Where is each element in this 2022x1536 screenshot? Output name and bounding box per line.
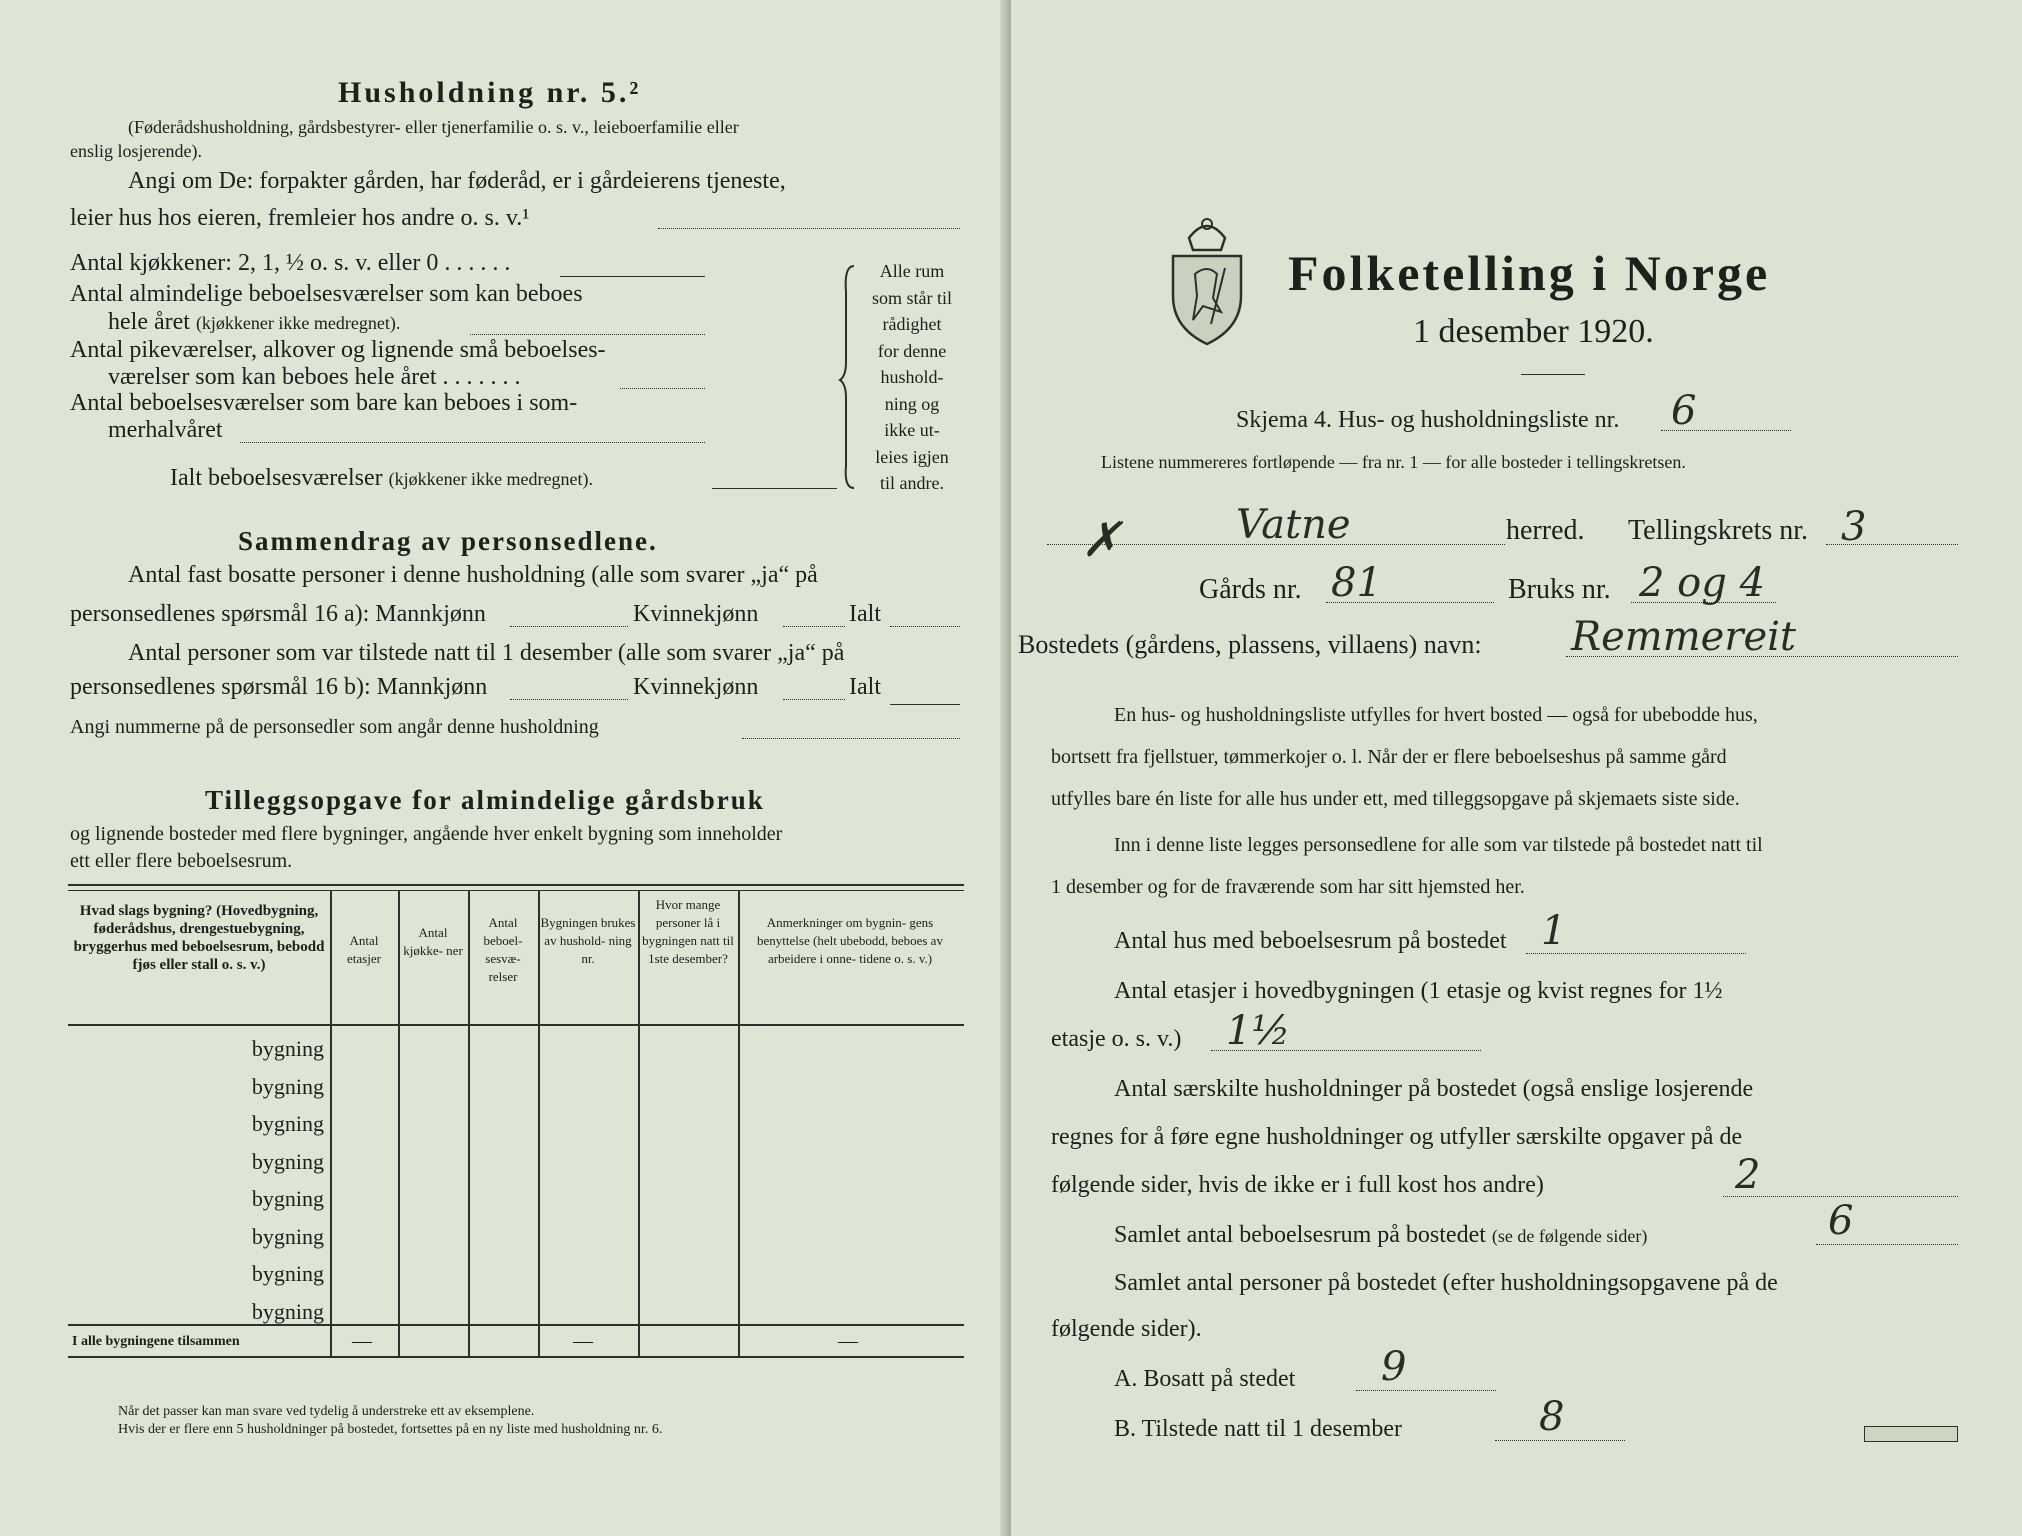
census-date: 1 desember 1920. (1413, 313, 1654, 350)
intro-note-1: (Føderådshusholdning, gårdsbestyrer- eller tjenerfamilie o. s. v., leieboerfamilie eller (128, 117, 739, 137)
summer-rooms-line-1: Antal beboelsesværelser som bare kan beboes i som- (70, 390, 578, 416)
total-remarks-dash: — (838, 1330, 858, 1352)
coat-of-arms-icon (1167, 208, 1247, 350)
paragraph-1-line-3: utfylles bare én liste for alle hus under ett, med tilleggsopgave på skjemaets siste side. (1051, 788, 1740, 810)
floors-value: 1½ (1226, 1008, 1291, 1054)
herred-label: herred. (1506, 515, 1585, 546)
total-row-label: I alle bygningene tilsammen (72, 1334, 240, 1349)
farm-title: Tilleggsopgave for almindelige gårdsbruk (205, 785, 765, 815)
rooms-total-line (1816, 1244, 1958, 1245)
summary-a-male-line (510, 626, 628, 627)
table-row: bygning (251, 1186, 324, 1211)
bruks-label: Bruks nr. (1508, 574, 1611, 605)
floors-line (1211, 1050, 1481, 1051)
summer-rooms-line-2: merhalvåret (108, 417, 223, 443)
gards-label: Gårds nr. (1199, 574, 1302, 605)
present-value: 8 (1539, 1394, 1565, 1440)
maid-rooms-line-1: Antal pikeværelser, alkover og lignende små beboelses- (70, 337, 606, 363)
herred-line (1047, 544, 1505, 545)
paragraph-2-line-2: 1 desember og for de fraværende som har sitt hjemsted her. (1051, 876, 1525, 898)
floors-line-1: Antal etasjer i hovedbygningen (1 etasje og kvist regnes for 1½ (1114, 978, 1723, 1004)
column-header-persons: Hvor mange personer lå i bygningen natt til 1ste desember? (642, 897, 734, 966)
summary-b-line-1: Antal personer som var tilstede natt til 1 desember (alle som svarer „ja“ på (128, 640, 845, 666)
question-answer-line (658, 228, 960, 229)
bosted-line (1566, 656, 1958, 657)
question-line-2: leier hus hos eieren, fremleier hos andre o. s. v.¹ (70, 205, 530, 231)
households-line-2: regnes for å føre egne husholdninger og utfyller særskilte opgaver på de (1051, 1124, 1743, 1150)
summary-b-female-line (783, 699, 845, 700)
houses-line (1526, 953, 1746, 954)
table-row: bygning (251, 1073, 324, 1099)
summary-a-total-label: Ialt (849, 601, 881, 627)
column-header-rooms: Antal beboel- sesvæ- relser (483, 915, 523, 984)
households-line (1723, 1196, 1958, 1197)
listing-note: Listene nummereres fortløpende — fra nr. 1 — for alle bosteder i tellingskretsen. (1101, 452, 1686, 472)
building-row-labels (68, 1030, 330, 1330)
table-row: bygning (251, 1111, 324, 1136)
bracket-icon (838, 262, 860, 492)
summary-a-total-line (890, 626, 960, 627)
total-rooms-label: Ialt beboelsesværelser (kjøkkener ikke medregnet). (170, 465, 594, 491)
building-table (68, 884, 964, 1382)
side-note: Alle rum som står til rådighet for denne hushold- ning og ikke ut- leies igjen til andre. (872, 261, 952, 493)
present-label: B. Tilstede natt til 1 desember (1114, 1416, 1402, 1442)
paragraph-1-line-1: En hus- og husholdningsliste utfylles for hvert bosted — også for ubebodde hus, (1114, 704, 1758, 726)
footnote-1: Når det passer kan man svare ved tydelig å understreke ett av eksemplene. (118, 1404, 535, 1419)
ordinary-rooms-line-2: hele året (kjøkkener ikke medregnet). (108, 309, 401, 335)
table-row: bygning (251, 1036, 324, 1061)
summary-a-female-label: Kvinnekjønn (633, 601, 759, 627)
households-value: 2 (1735, 1152, 1761, 1198)
census-title: Folketelling i Norge (1288, 245, 1771, 301)
table-row: bygning (251, 1223, 324, 1249)
table-row: bygning (251, 1298, 324, 1324)
paragraph-2-line-1: Inn i denne liste legges personsedlene for alle som var tilstede på bostedet natt til (1114, 834, 1763, 856)
printer-stamp (1864, 1426, 1958, 1442)
summary-b-female-label: Kvinnekjønn (633, 674, 759, 700)
rooms-total-value: 6 (1828, 1198, 1854, 1244)
households-line-1: Antal særskilte husholdninger på bostedet (også enslige losjerende (1114, 1076, 1754, 1102)
total-household-dash: — (573, 1330, 593, 1352)
footnote-2: Hvis der er flere enn 5 husholdninger på bostedet, fortsettes på en ny liste med husholdning nr. 6. (118, 1422, 663, 1437)
column-header-remarks: Anmerkninger om bygnin- gens benyttelse (helt ubebodd, beboes av arbeidere i onne- tidene o. s. v.) (757, 915, 943, 966)
bosted-label: Bostedets (gårdens, plassens, villaens) navn: (1018, 630, 1482, 659)
summary-title: Sammendrag av personsedlene. (238, 526, 658, 556)
bruks-line (1631, 602, 1776, 603)
summary-b-total-line (890, 704, 960, 705)
table-row: bygning (251, 1148, 324, 1174)
person-numbers-line (742, 738, 960, 739)
krets-value: 3 (1841, 504, 1867, 550)
summary-b-total-label: Ialt (849, 674, 881, 700)
household-title: Husholdning nr. 5.² (338, 76, 642, 109)
summary-b-male-line (510, 699, 628, 700)
resident-line (1356, 1390, 1496, 1391)
bosted-value: Remmereit (1571, 614, 1796, 660)
houses-label: Antal hus med beboelsesrum på bostedet (1114, 928, 1507, 954)
title-divider (1521, 374, 1585, 375)
kitchens-label: Antal kjøkkener: 2, 1, ½ o. s. v. eller 0 . . . . . . (70, 250, 511, 276)
ordinary-rooms-line-1: Antal almindelige beboelsesværelser som kan beboes (70, 281, 583, 307)
paragraph-1-line-2: bortsett fra fjellstuer, tømmerkojer o. l. Når der er flere beboelseshus på samme gård (1051, 746, 1727, 768)
kitchens-answer-line (560, 276, 705, 277)
persons-line-1: Samlet antal personer på bostedet (efter husholdningsopgavene på de (1114, 1270, 1778, 1296)
summer-rooms-answer-line (240, 442, 705, 443)
question-line-1: Angi om De: forpakter gården, har føderåd, er i gårdeierens tjeneste, (128, 168, 786, 194)
total-rooms-answer-line (712, 488, 837, 489)
resident-value: 9 (1381, 1344, 1407, 1390)
present-line (1495, 1440, 1625, 1441)
summary-b-line-2: personsedlenes spørsmål 16 b): Mannkjønn (70, 674, 488, 700)
herred-strike: ✗ (1081, 512, 1122, 568)
herred-value: Vatne (1236, 502, 1351, 548)
column-header-kitchens: Antal kjøkke- ner (403, 925, 463, 958)
maid-rooms-answer-line (620, 388, 705, 389)
gards-value: 81 (1331, 560, 1382, 606)
farm-intro-2: ett eller flere beboelsesrum. (70, 850, 293, 872)
summary-a-line-2: personsedlenes spørsmål 16 a): Mannkjønn (70, 601, 486, 627)
gards-line (1326, 602, 1494, 603)
houses-value: 1 (1541, 908, 1567, 954)
column-header-floors: Antal etasjer (347, 933, 381, 966)
summary-a-line-1: Antal fast bosatte personer i denne husholdning (alle som svarer „ja“ på (128, 562, 818, 588)
maid-rooms-line-2: værelser som kan beboes hele året . . . . . . . (108, 364, 521, 390)
farm-intro-1: og lignende bosteder med flere bygninger, angående hver enkelt bygning som inneholder (70, 823, 783, 845)
krets-line (1826, 544, 1958, 545)
floors-line-2: etasje o. s. v.) (1051, 1026, 1182, 1052)
summary-a-female-line (783, 626, 845, 627)
rooms-total-label: Samlet antal beboelsesrum på bostedet (se de følgende sider) (1114, 1222, 1648, 1248)
table-row: bygning (251, 1261, 324, 1286)
ordinary-rooms-answer-line (470, 334, 705, 335)
schema-number: 6 (1671, 388, 1697, 434)
column-header-building-type: Hvad slags bygning? (Hovedbygning, føderådshus, drengestuebygning, bryggerhus med beboelsesrum, bebodd fjøs eller stall o. s. v.) (73, 903, 325, 973)
schema-number-line (1661, 430, 1791, 431)
intro-note-2: enslig losjerende). (70, 141, 202, 161)
person-numbers-label: Angi nummerne på de personsedler som angår denne husholdning (70, 716, 599, 738)
right-page (1011, 0, 2022, 1536)
krets-label: Tellingskrets nr. (1628, 515, 1809, 546)
total-floors-dash: — (352, 1330, 372, 1352)
households-line-3: følgende sider, hvis de ikke er i full kost hos andre) (1051, 1172, 1544, 1198)
schema-label: Skjema 4. Hus- og husholdningsliste nr. (1236, 407, 1620, 433)
resident-label: A. Bosatt på stedet (1114, 1366, 1296, 1392)
bruks-value: 2 og 4 (1639, 560, 1766, 606)
persons-line-2: følgende sider). (1051, 1316, 1202, 1342)
column-header-household-nr: Bygningen brukes av hushold- ning nr. (540, 915, 636, 966)
